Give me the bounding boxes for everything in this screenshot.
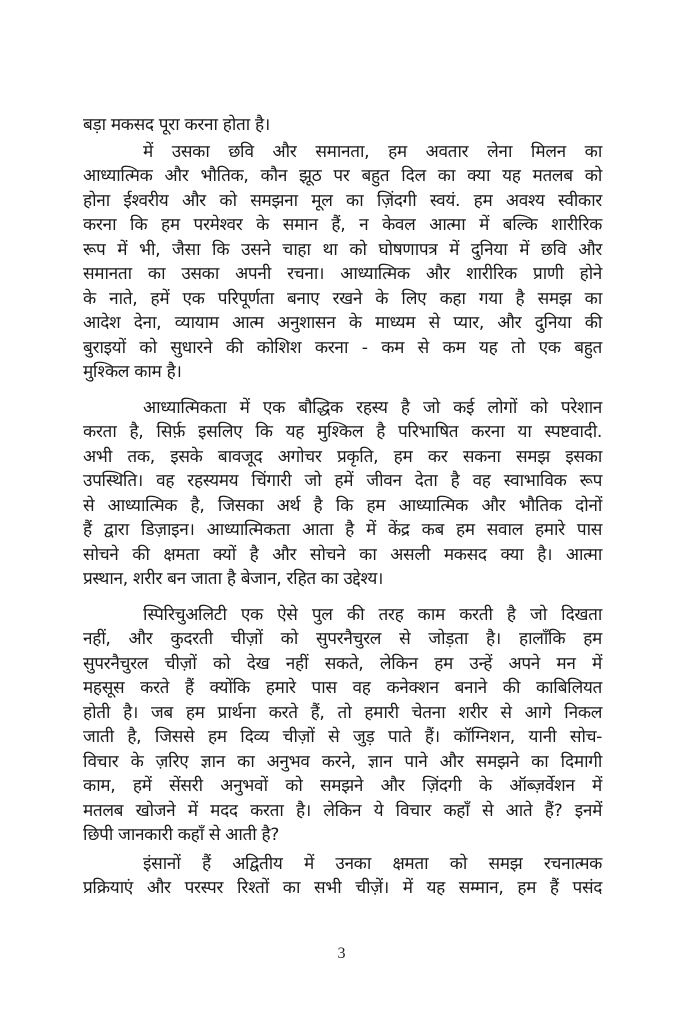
paragraph	[83, 396, 602, 592]
paragraph-gap	[83, 592, 602, 603]
paragraph	[83, 603, 602, 848]
text-line: इंसानों हैं अद्वितीय में उनका क्षमता को समझ रचनात्मक	[143, 853, 602, 874]
document-page	[83, 113, 602, 901]
paragraph	[83, 852, 602, 901]
text-line: करता है, सिर्फ़ इसलिए कि यह मुश्किल है परिभाषित करना या स्पष्टवादी.	[83, 422, 602, 442]
page-number: 3	[337, 945, 346, 962]
text-line: आध्यात्मिक और भौतिक, कौन झूठ पर बहुत दिल का क्या यह मतलब को	[83, 166, 602, 186]
text-line: प्रक्रियाएं और परस्पर रिश्तों का सभी चीज़ें। में यह सम्मान, हम हैं पसंद	[83, 878, 602, 898]
text-line: बुराइयों को सुधारने की कोशिश करना - कम से कम यह तो एक बहुत	[83, 337, 602, 358]
text-line: में उसका छवि और समानता, हम अवतार लेना मिलन का	[143, 141, 602, 162]
text-line: काम, हमें सेंसरी अनुभवों को समझने और ज़िंदगी के ऑब्ज़र्वेशन में	[83, 776, 602, 796]
text-line: छिपी जानकारी कहाँ से आती है?	[83, 825, 280, 845]
text-line: आदेश देना, व्यायाम आत्म अनुशासन के माध्यम से प्यार, और दुनिया की	[83, 313, 602, 333]
text-line: होती है। जब हम प्रार्थना करते हैं, तो हमारी चेतना शरीर से आगे निकल	[83, 702, 602, 723]
paragraph	[83, 113, 602, 138]
text-line: हैं द्वारा डिज़ाइन। आध्यात्मिकता आता है में केंद्र कब हम सवाल हमारे पास	[83, 520, 602, 540]
text-line: नहीं, और कुदरती चीज़ों को सुपरनैचुरल से जोड़ता है। हालाँकि हम	[83, 629, 602, 649]
text-line: प्रस्थान, शरीर बन जाता है बेजान, रहित का उद्देश्य।	[83, 569, 384, 589]
text-line: विचार के ज़रिए ज्ञान का अनुभव करने, ज्ञान पाने और समझने का दिमागी	[83, 751, 602, 772]
paragraph-gap	[83, 385, 602, 396]
paragraph	[83, 140, 602, 385]
text-line: बड़ा मकसद पूरा करना होता है।	[83, 115, 270, 135]
text-line: रूप में भी, जैसा कि उसने चाहा था को घोषणापत्र में दुनिया में छवि और	[83, 239, 602, 260]
text-line: करना कि हम परमेश्वर के समान हैं, न केवल आत्मा में बल्कि शारीरिक	[83, 215, 602, 235]
text-line: महसूस करते हैं क्योंकि हमारे पास वह कनेक्शन बनाने की काबिलियत	[83, 678, 602, 698]
text-line: अभी तक, इसके बावजूद अगोचर प्रकृति, हम कर सकना समझ इसका	[83, 446, 602, 467]
text-line: समानता का उसका अपनी रचना। आध्यात्मिक और शारीरिक प्राणी होने	[83, 264, 602, 284]
text-line: जाती है, जिससे हम दिव्य चीज़ों से जुड़ पाते हैं। कॉग्निशन, यानी सोच-	[83, 727, 602, 747]
text-line: उपस्थिति। वह रहस्यमय चिंगारी जो हमें जीवन देता है वह स्वाभाविक रूप	[83, 471, 602, 491]
text-line: सोचने की क्षमता क्यों है और सोचने का असली मकसद क्या है। आत्मा	[83, 544, 602, 565]
text-line: आध्यात्मिकता में एक बौद्धिक रहस्य है जो कई लोगों को परेशान	[143, 397, 602, 418]
text-line: मुश्किल काम है।	[83, 362, 182, 382]
text-line: मतलब खोजने में मदद करता है। लेकिन ये विचार कहाँ से आते हैं? इनमें	[83, 800, 602, 821]
text-line: स्पिरिचुअलिटी एक ऐसे पुल की तरह काम करती है जो दिखता	[143, 604, 602, 625]
text-line: के नाते, हमें एक परिपूर्णता बनाए रखने के लिए कहा गया है समझ का	[83, 288, 602, 309]
text-line: से आध्यात्मिक है, जिसका अर्थ है कि हम आध्यात्मिक और भौतिक दोनों	[83, 495, 602, 516]
text-line: सुपरनैचुरल चीज़ों को देख नहीं सकते, लेकिन हम उन्हें अपने मन में	[83, 653, 602, 674]
text-line: होना ईश्वरीय और को समझना मूल का ज़िंदगी स्वयं. हम अवश्य स्वीकार	[83, 190, 602, 211]
